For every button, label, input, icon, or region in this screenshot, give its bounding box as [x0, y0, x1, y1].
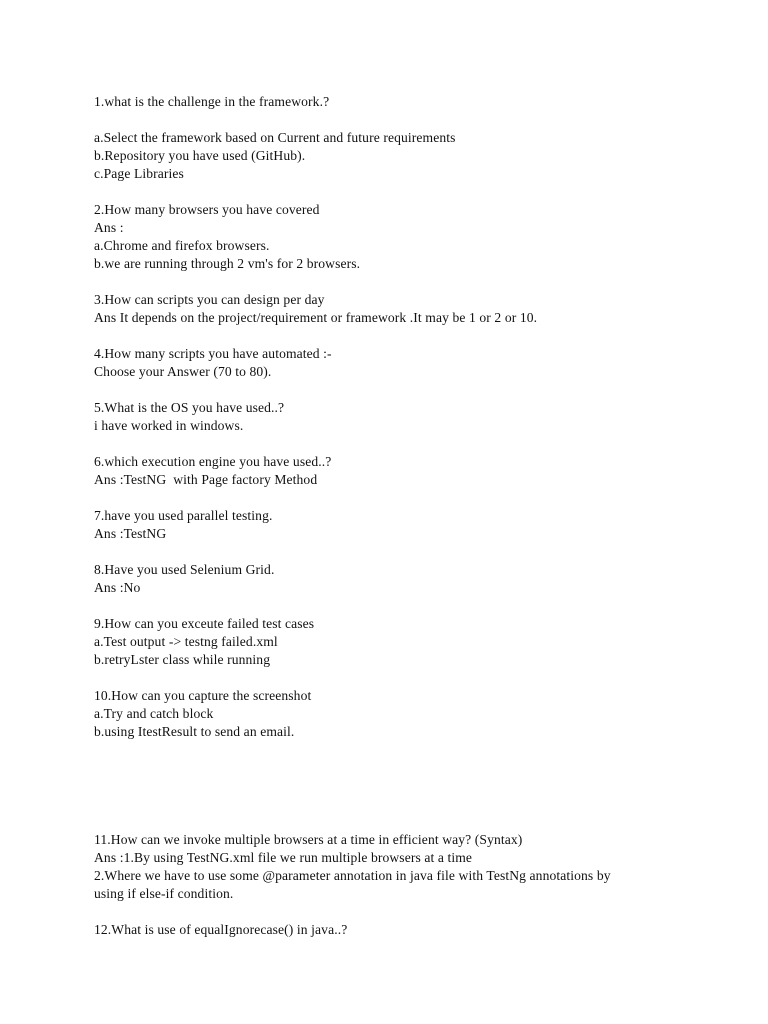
answer-line: Ans :TestNG with Page factory Method — [94, 472, 318, 487]
question-text: 6.which execution engine you have used..? — [94, 454, 332, 469]
question-text: 8.Have you used Selenium Grid. — [94, 562, 275, 577]
answer-line: Ans :TestNG — [94, 526, 167, 541]
answer-line: Ans It depends on the project/requirement or framework .It may be 1 or 2 or 10. — [94, 310, 538, 325]
question-block-6 — [94, 453, 728, 489]
answer-line: i have worked in windows. — [94, 418, 244, 433]
question-text: 1.what is the challenge in the framework.? — [94, 94, 330, 109]
answer-line: Choose your Answer (70 to 80). — [94, 364, 272, 379]
answer-line: a.Select the framework based on Current and future requirements — [94, 130, 456, 145]
question-block-11 — [94, 831, 728, 903]
question-block-3 — [94, 291, 728, 327]
answer-line: a.Test output -> testng failed.xml — [94, 634, 278, 649]
question-block-1 — [94, 93, 728, 111]
question-text: 11.How can we invoke multiple browsers at a time in efficient way? (Syntax) — [94, 832, 523, 847]
answer-line: b.Repository you have used (GitHub). — [94, 148, 306, 163]
question-text: 5.What is the OS you have used..? — [94, 400, 285, 415]
blank-space — [94, 759, 728, 831]
question-block-9 — [94, 615, 728, 669]
question-block-8 — [94, 561, 728, 597]
question-text: 7.have you used parallel testing. — [94, 508, 273, 523]
question-text: 10.How can you capture the screenshot — [94, 688, 312, 703]
answer-block-1 — [94, 129, 728, 183]
answer-line: Ans :1.By using TestNG.xml file we run multiple browsers at a time — [94, 850, 473, 865]
answer-line: b.using ItestResult to send an email. — [94, 724, 295, 739]
answer-line: a.Try and catch block — [94, 706, 214, 721]
question-text: 12.What is use of equalIgnorecase() in java..? — [94, 922, 348, 937]
question-text: 4.How many scripts you have automated :- — [94, 346, 332, 361]
question-text: 2.How many browsers you have covered — [94, 202, 320, 217]
question-block-7 — [94, 507, 728, 543]
answer-line: a.Chrome and firefox browsers. — [94, 238, 270, 253]
question-block-10 — [94, 687, 728, 741]
question-block-2 — [94, 201, 728, 273]
answer-line: using if else-if condition. — [94, 886, 234, 901]
answer-line: b.retryLster class while running — [94, 652, 271, 667]
question-block-4 — [94, 345, 728, 381]
answer-line: Ans : — [94, 220, 124, 235]
answer-line: 2.Where we have to use some @parameter annotation in java file with TestNg annotations by — [94, 868, 611, 883]
answer-line: c.Page Libraries — [94, 166, 184, 181]
question-block-5 — [94, 399, 728, 435]
question-block-12 — [94, 921, 728, 939]
answer-line: Ans :No — [94, 580, 141, 595]
question-text: 9.How can you exceute failed test cases — [94, 616, 315, 631]
question-text: 3.How can scripts you can design per day — [94, 292, 325, 307]
answer-line: b.we are running through 2 vm's for 2 browsers. — [94, 256, 361, 271]
